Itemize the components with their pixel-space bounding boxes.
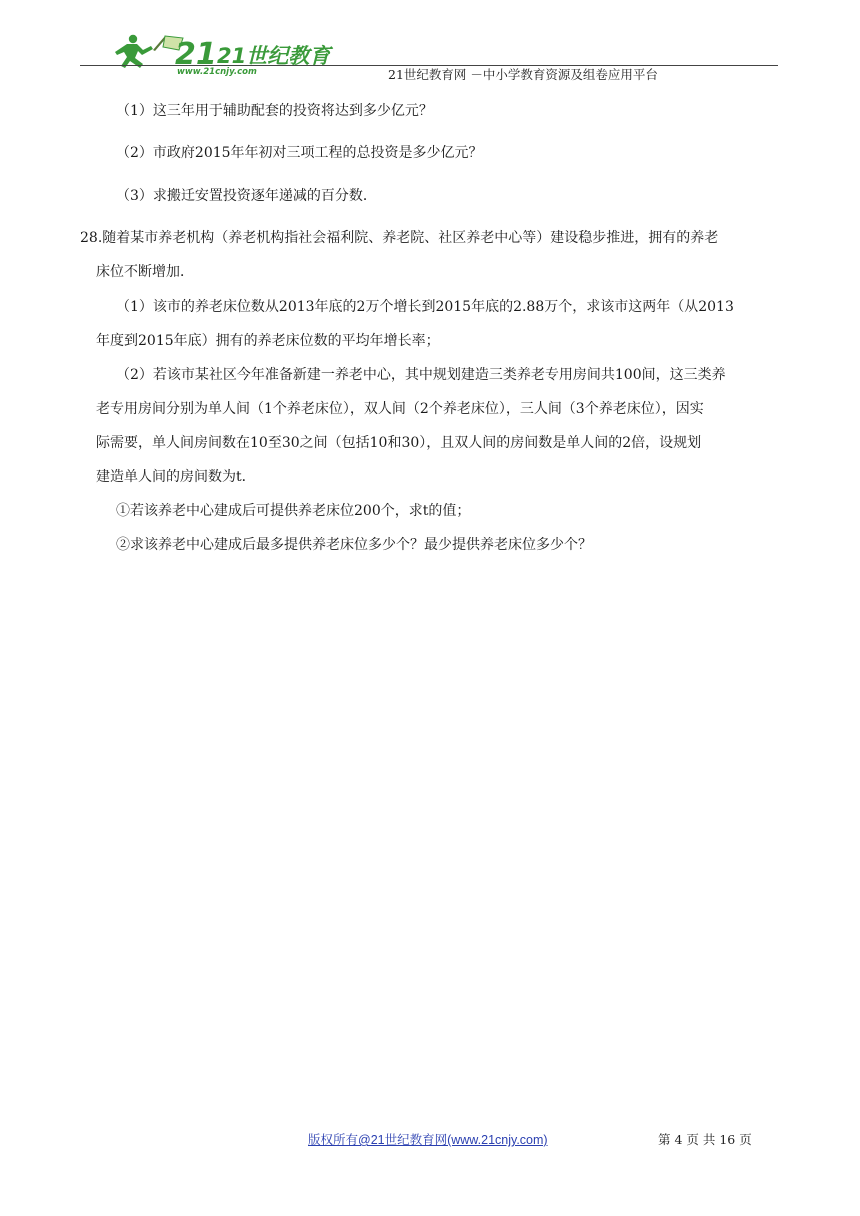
q27-subquestion-3: （3）求搬迁安置投资逐年递减的百分数． — [116, 188, 377, 204]
q28-part1-line-2: 年度到2015年底）拥有的养老床位数的平均年增长率； — [96, 333, 440, 349]
site-title: 21世纪教育网 －中小学教育资源及组卷应用平台 — [388, 67, 658, 82]
q28-part2-line-4: 建造单人间的房间数为t． — [96, 469, 256, 485]
q28-part1-line-1: （1）该市的养老床位数从2013年底的2万个增长到2015年底的2.88万个，求该市这两年（从2013 — [116, 299, 734, 315]
copyright-link[interactable]: 版权所有@21世纪教育网(www.21cnjy.com) — [308, 1133, 548, 1147]
logo-text: 21世纪教育 — [217, 44, 331, 68]
q28-part2-line-3: 际需要，单人间房间数在10至30之间（包括10和30），且双人间的房间数是单人间的2倍，设规划 — [96, 435, 702, 451]
logo-url: www.21cnjy.com — [177, 67, 257, 76]
logo-graphic — [105, 30, 345, 76]
page-number: 第 4 页 共 16 页 — [658, 1132, 752, 1147]
q28-stem-line-1: 28.随着某市养老机构（养老机构指社会福利院、养老院、社区养老中心等）建设稳步推进，拥有的养老 — [80, 230, 719, 246]
page-header — [80, 28, 778, 84]
q28-part2-subquestion-a: ①若该养老中心建成后可提供养老床位200个，求t的值； — [116, 503, 471, 519]
site-logo[interactable] — [105, 30, 345, 76]
q28-stem-line-2: 床位不断增加． — [96, 264, 194, 280]
q27-subquestion-2: （2）市政府2015年年初对三项工程的总投资是多少亿元？ — [116, 145, 483, 161]
q27-subquestion-1: （1）这三年用于辅助配套的投资将达到多少亿元？ — [116, 103, 433, 119]
q28-part2-subquestion-b: ②求该养老中心建成后最多提供养老床位多少个？最少提供养老床位多少个？ — [116, 537, 592, 553]
q28-part2-line-1: （2）若该市某社区今年准备新建一养老中心，其中规划建造三类养老专用房间共100间，这三类养 — [116, 367, 726, 383]
logo-21: 21 — [175, 37, 217, 72]
runner-icon — [115, 35, 153, 68]
q28-part2-line-2: 老专用房间分别为单人间（1个养老床位），双人间（2个养老床位），三人间（3个养老床位），因实 — [96, 401, 704, 417]
